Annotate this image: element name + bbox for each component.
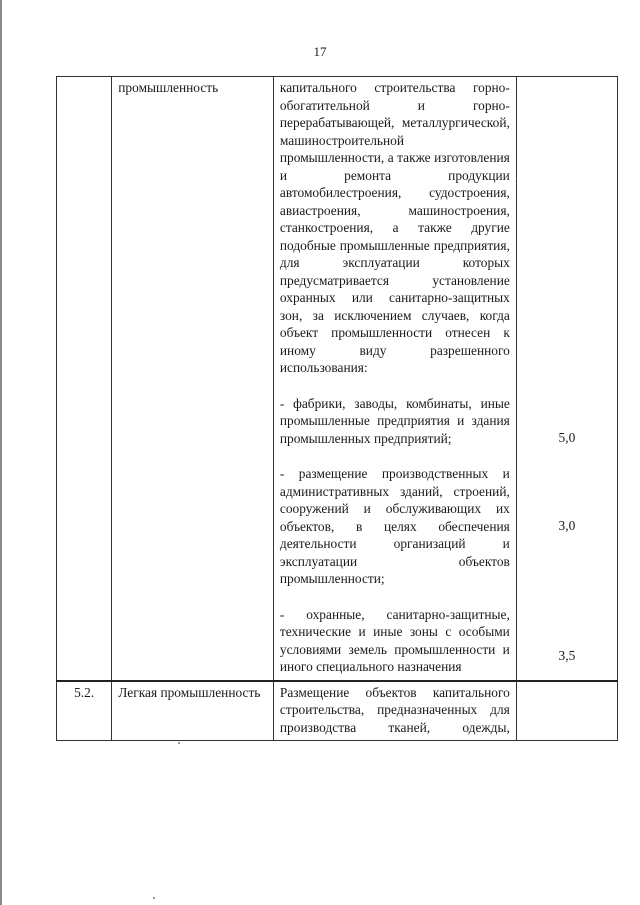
row-values <box>516 77 617 681</box>
description-item: - фабрики, заводы, комбинаты, иные промышленные предприятия и здания промышленных предприятий; <box>279 395 510 446</box>
description-paragraph: капитального строительства горно-обогатительной и горно-перерабатывающей, металлургической, машиностроительной промышленности, а также изготовления и ремонта продукции автомобилестроения, судостроения, авиастроения, машиностроения, станкостроения, а также другие подобные промышленные предприятия, для эксплуатации которых предусматривается установление охранных или санитарно-защитных зон, за исключением случаев, когда объект промышленности отнесен к иному виду разрешенного использования: <box>279 80 510 375</box>
value-item: 5,0 <box>558 430 576 445</box>
row-name: промышленность <box>112 77 274 681</box>
scan-speck <box>153 897 155 899</box>
row-description <box>273 77 516 681</box>
row-name: Легкая промышленность <box>112 681 274 741</box>
table-row <box>57 77 618 681</box>
row-code: 5.2. <box>57 681 112 741</box>
row-code <box>57 77 112 681</box>
land-use-table <box>56 76 618 741</box>
row-description <box>273 681 516 741</box>
row-values <box>516 681 617 741</box>
page-number: 17 <box>313 44 327 59</box>
description-paragraph: Размещение объектов капитального строительства, предназначенных для производства тканей, одежды, <box>279 684 510 735</box>
scan-speck <box>178 742 180 744</box>
scan-edge-line <box>0 0 2 905</box>
description-item: - размещение производственных и административных зданий, строений, сооружений и обслуживающих их объектов, в целях обеспечения деятельности организаций и эксплуатации объектов промышленности; <box>279 466 510 586</box>
value-item: 3,5 <box>558 648 576 663</box>
value-item: 3,0 <box>558 517 576 533</box>
scan-speck <box>516 178 517 179</box>
description-item: - охранные, санитарно-защитные, технические и иные зоны с особыми условиями земель промышленности и иного специального назначения <box>279 606 510 674</box>
table-row <box>57 681 618 741</box>
